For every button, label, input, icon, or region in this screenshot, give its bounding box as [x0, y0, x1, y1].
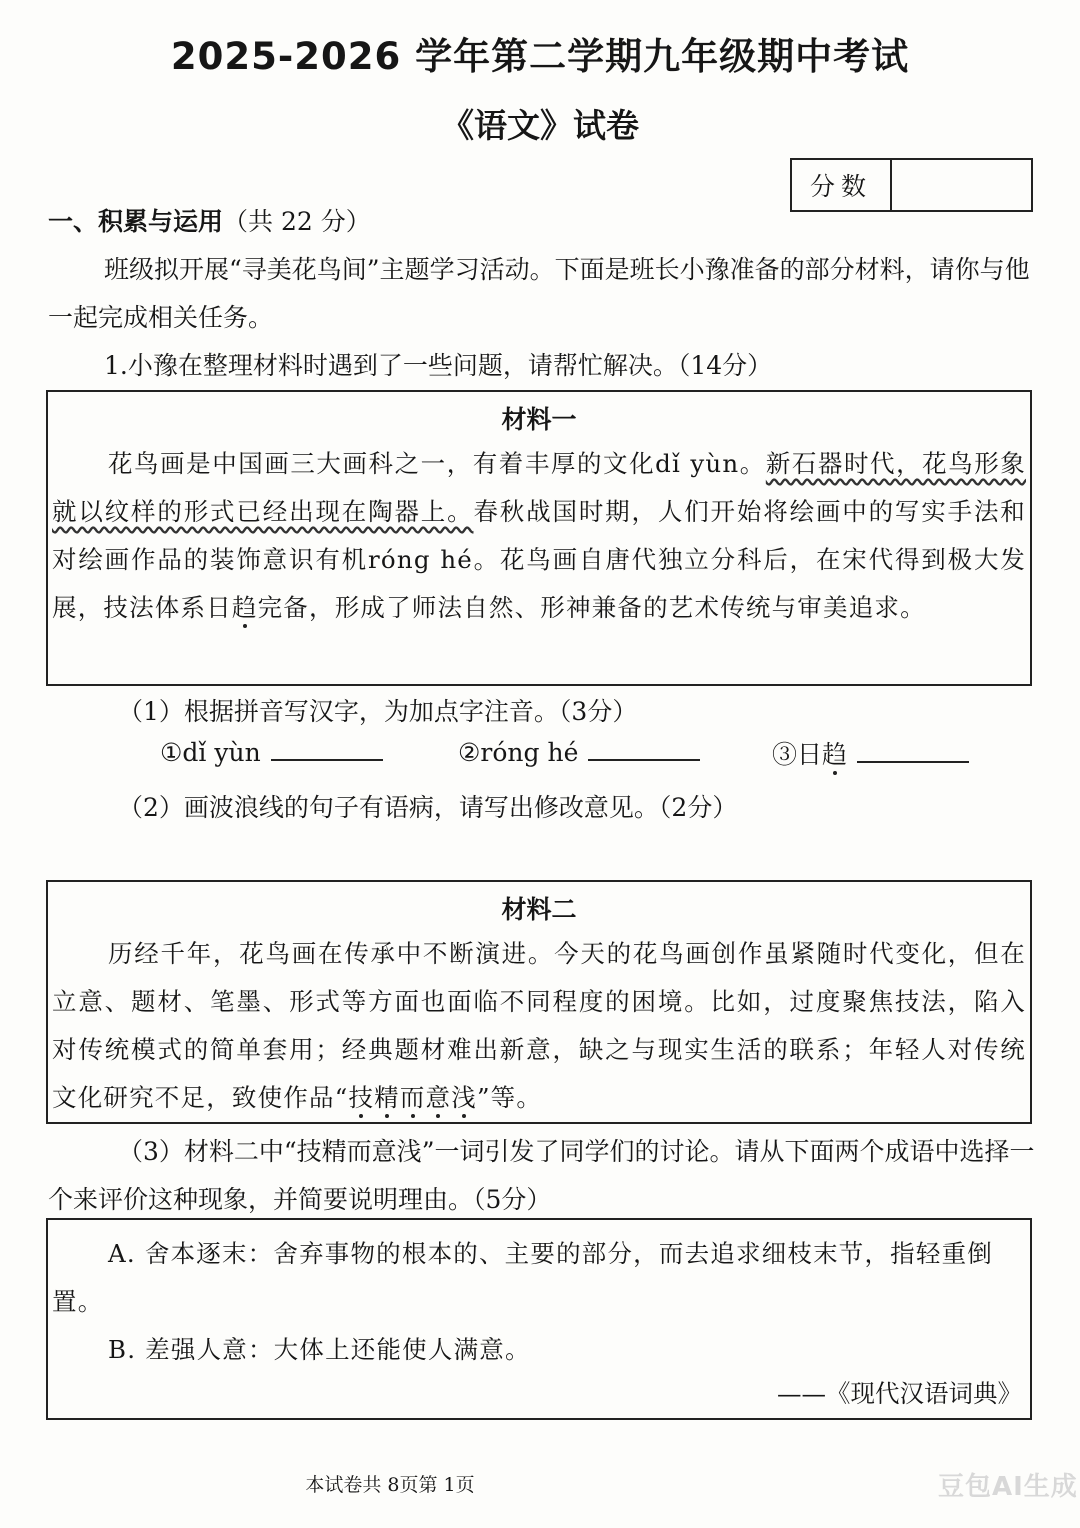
section-points: （共 22 分）: [223, 207, 371, 236]
material-2-title: 材料二: [501, 895, 577, 924]
dotted-char-1: 技: [348, 1083, 375, 1112]
page-footer: 本试卷共 8页第 1页: [305, 1474, 475, 1496]
section-intro: 班级拟开展“寻美花鸟间”主题学习活动。下面是班长小豫准备的部分材料，请你与他一起完成相关任务。: [48, 255, 1030, 332]
sub-question-3: （3）材料二中“技精而意浅”一词引发了同学们的讨论。请从下面两个成语中选择一个来评价这种现象，并简要说明理由。（5分）: [48, 1137, 1035, 1214]
material-1-text-part3: 完备，形成了师法自然、形神兼备的艺术传统与审美追求。: [257, 593, 926, 622]
dotted-char-2: 精: [374, 1083, 400, 1112]
dictionary-source: ——《现代汉语词典》: [777, 1379, 1022, 1408]
score-value-cell: [892, 160, 1031, 210]
exam-subtitle: 《语文》试卷: [441, 106, 639, 145]
dotted-char-4: 意: [425, 1083, 452, 1112]
score-box: [790, 158, 1033, 212]
answer-blank-2[interactable]: [588, 735, 700, 761]
blank-3-dotted-char: 趋: [822, 740, 848, 769]
sub-question-2: （2）画波浪线的句子有语病，请写出修改意见。（2分）: [118, 793, 738, 822]
section-title: 一、积累与运用: [48, 207, 224, 236]
blank-3-label: ③日: [772, 740, 823, 769]
wavy-underlined-sentence: 新石器时代，花鸟形象就以纹样的形式已经出现在陶器上。: [52, 449, 1026, 526]
blank-2-label: ②róng hé: [458, 738, 579, 767]
sub-question-1: （1）根据拼音写汉字，为加点字注音。（3分）: [118, 697, 638, 726]
material-1-text-part2: 春秋战国时期，人们开始将绘画中的写实手法和对绘画作品的装饰意识有机róng hé。花鸟画自唐代独立分科后，在宋代得到极大发展，技法体系日: [52, 497, 1026, 622]
material-1-text-part1: 花鸟画是中国画三大画科之一，有着丰厚的文化dǐ yùn。: [108, 449, 766, 478]
blank-1-label: ①dǐ yùn: [160, 738, 261, 767]
material-2-text-part2: ”等。: [476, 1083, 543, 1112]
answer-blank-3[interactable]: [857, 737, 969, 763]
material-1-title: 材料一: [501, 405, 577, 434]
answer-blank-1[interactable]: [271, 735, 383, 761]
blank-item-1: [160, 735, 383, 767]
blank-item-3: [772, 735, 969, 771]
material-1-text: [48, 440, 1030, 632]
material-2-text-part1: 历经千年，花鸟画在传承中不断演进。今天的花鸟画创作虽紧随时代变化，但在立意、题材、笔墨、形式等方面也面临不同程度的困境。比如，过度聚焦技法，陷入对传统模式的简单套用；经典题材难出新意，缺之与现实生活的联系；年轻人对传统文化研究不足，致使作品“: [52, 939, 1026, 1112]
material-2-text: [48, 930, 1030, 1122]
material-1-box: [46, 390, 1032, 686]
option-b: B. 差强人意：大体上还能使人满意。: [108, 1335, 531, 1364]
watermark: 豆包AI生成: [938, 1472, 1078, 1502]
dotted-character: 趋: [231, 593, 258, 622]
blank-row: [160, 735, 1000, 779]
dotted-char-3: 而: [399, 1083, 426, 1112]
section-heading: [48, 202, 371, 238]
blank-item-2: [458, 735, 700, 767]
exam-title: 2025-2026 学年第二学期九年级期中考试: [170, 35, 910, 78]
options-box: [46, 1218, 1032, 1420]
question-1: 1.小豫在整理材料时遇到了一些问题，请帮忙解决。（14分）: [104, 351, 773, 380]
material-2-box: [46, 880, 1032, 1124]
score-label: 分数: [792, 160, 892, 210]
option-a: A. 舍本逐末：舍弃事物的根本的、主要的部分，而去追求细枝末节，指轻重倒置。: [52, 1239, 993, 1316]
dotted-char-5: 浅: [451, 1083, 477, 1112]
